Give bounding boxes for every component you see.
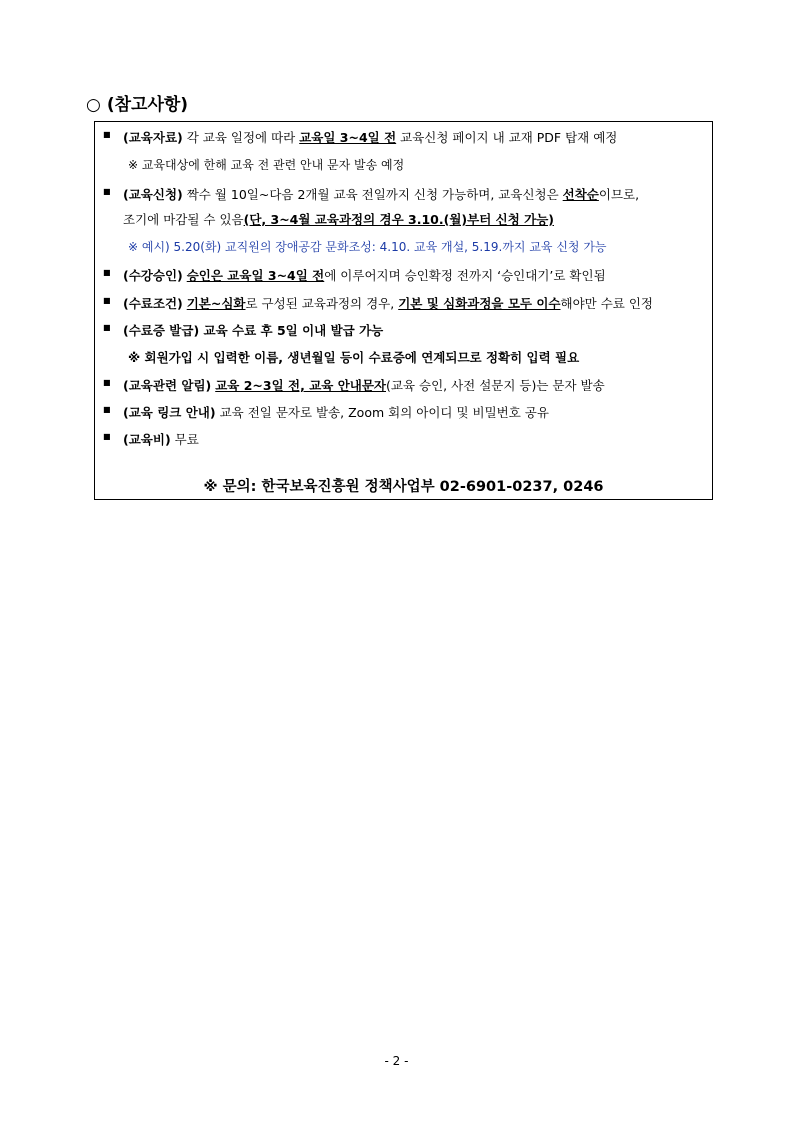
item-emphasis: 기본~심화 bbox=[186, 296, 246, 311]
bullet-icon: ■ bbox=[103, 378, 111, 387]
item-label: (교육자료) bbox=[123, 130, 183, 145]
item-emphasis: 교육일 3~4일 전 bbox=[299, 130, 397, 145]
item-label: (교육 링크 안내) bbox=[123, 405, 216, 420]
item-emphasis: 기본 및 심화과정을 모두 이수 bbox=[398, 296, 561, 311]
section-heading-text: (참고사항) bbox=[106, 95, 189, 115]
certificate-note: ※ 회원가입 시 입력한 이름, 생년월일 등이 수료증에 연계되므로 정확히 입력 필요 bbox=[128, 350, 580, 365]
apply-line-2 bbox=[123, 212, 554, 227]
material-note: ※ 교육대상에 한해 교육 전 관련 안내 문자 발송 예정 bbox=[128, 158, 405, 172]
item-text: 무료 bbox=[170, 432, 199, 447]
item-text: 교육신청 페이지 내 교재 PDF 탑재 예정 bbox=[396, 130, 618, 145]
item-label: (수강승인) bbox=[123, 268, 183, 283]
item-text: (교육 승인, 사전 설문지 등)는 문자 발송 bbox=[386, 378, 605, 393]
section-heading bbox=[86, 90, 188, 115]
item-text: 각 교육 일정에 따라 bbox=[182, 130, 300, 145]
bullet-icon: ■ bbox=[103, 323, 111, 332]
item-emphasis: 선착순 bbox=[562, 187, 599, 202]
item-text: 교육 수료 후 5일 이내 발급 가능 bbox=[199, 323, 384, 338]
item-label: (수료조건) bbox=[123, 296, 183, 311]
item-label: (수료증 발급) bbox=[123, 323, 200, 338]
bullet-icon: ■ bbox=[103, 187, 111, 196]
bullet-icon: ■ bbox=[103, 130, 111, 139]
item-text: 에 이루어지며 승인확정 전까지 ‘승인대기’로 확인됨 bbox=[324, 268, 606, 283]
item-text: 조기에 마감될 수 있음 bbox=[123, 212, 244, 227]
circle-icon: ○ bbox=[86, 95, 101, 115]
item-text: 이므로, bbox=[598, 187, 640, 202]
notes-box bbox=[94, 121, 713, 500]
page-number: - 2 - bbox=[384, 1054, 409, 1068]
item-label: (교육관련 알림) bbox=[123, 378, 212, 393]
bullet-icon: ■ bbox=[103, 432, 111, 441]
item-text: 짝수 월 10일~다음 2개월 교육 전일까지 신청 가능하며, 교육신청은 bbox=[182, 187, 563, 202]
item-text: 교육 전일 문자로 발송, Zoom 회의 아이디 및 비밀번호 공유 bbox=[215, 405, 549, 420]
bullet-icon: ■ bbox=[103, 268, 111, 277]
item-emphasis: (단, 3~4월 교육과정의 경우 3.10.(월)부터 신청 가능) bbox=[243, 212, 554, 227]
item-emphasis: 교육 2~3일 전, 교육 안내문자 bbox=[215, 378, 386, 393]
item-label: (교육비) bbox=[123, 432, 171, 447]
contact-info: ※ 문의: 한국보육진흥원 정책사업부 02-6901-0237, 0246 bbox=[203, 479, 604, 495]
item-label: (교육신청) bbox=[123, 187, 183, 202]
bullet-icon: ■ bbox=[103, 405, 111, 414]
apply-example-note: ※ 예시) 5.20(화) 교직원의 장애공감 문화조성: 4.10. 교육 개설, 5.19.까지 교육 신청 가능 bbox=[128, 240, 607, 254]
item-emphasis: 승인은 교육일 3~4일 전 bbox=[186, 268, 325, 283]
item-text: 해야만 수료 인정 bbox=[560, 296, 653, 311]
bullet-icon: ■ bbox=[103, 296, 111, 305]
item-text: 로 구성된 교육과정의 경우, bbox=[245, 296, 399, 311]
